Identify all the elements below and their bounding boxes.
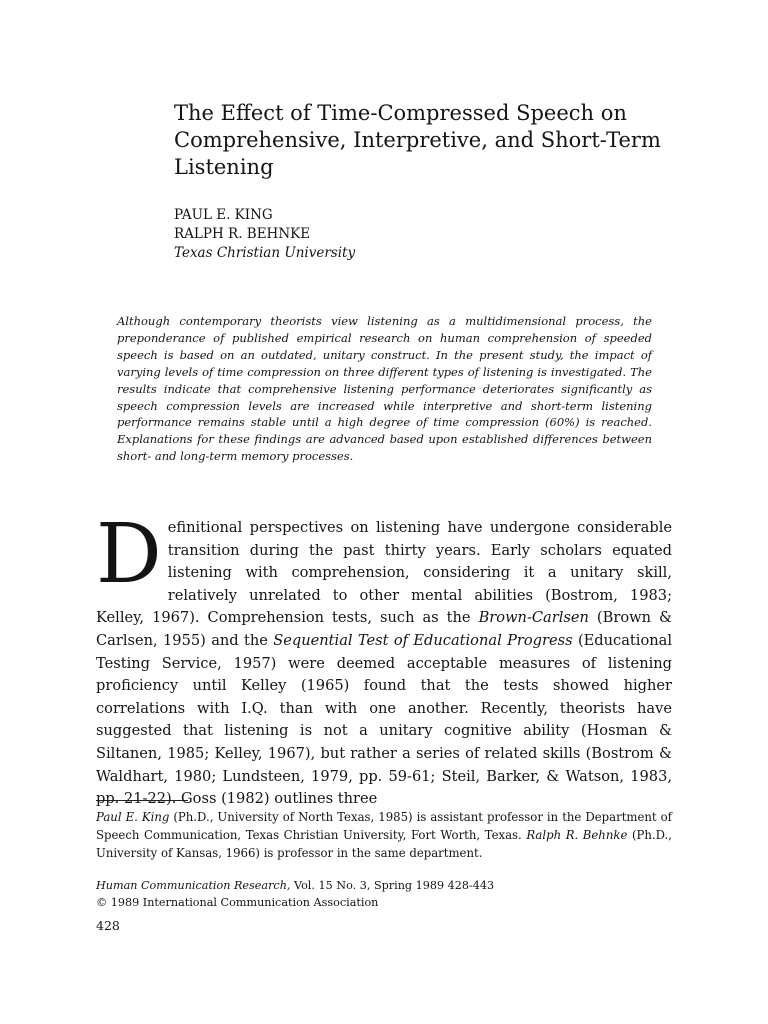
author-name: PAUL E. KING [174,207,273,223]
footnote-author-name: Ralph R. Behnke [526,828,628,842]
body-text-segment: efinitional perspectives on listening have undergone considerable transition during the past thirty years. Early scholars equated listening with comprehension, considering it a unitary skill, relatively unrelated to other mental abilities (Bostrom, 1983; Kelley, 1967). Comprehension tests, such as the [96,519,672,627]
author-name: RALPH R. BEHNKE [174,226,311,242]
page-number: 428 [96,918,120,933]
abstract: Although contemporary theorists view listening as a multidimensional process, the preponderance of published empirical research on human comprehension of speeded speech is based on an outdated, unitary construct. In the present study, the impact of varying levels of time compression on three different types of listening is investigated. The results indicate that comprehensive listening performance deteriorates significantly as speech compression levels are increased while interpretive and short-term listening performance remains stable until a high degree of time compression (60%) is reached. Explanations for these findings are advanced based upon established differences between short- and long-term memory processes. [117,314,652,464]
author-block [174,206,355,263]
test-name-brown-carlsen: Brown-Carlsen [478,609,589,627]
journal-name: Human Communication Research, [96,879,291,892]
drop-cap: D [96,507,162,602]
journal-citation [96,878,494,911]
footnote-author-name: Paul E. King [96,810,170,824]
body-paragraph [96,507,673,811]
journal-details: Vol. 15 No. 3, Spring 1989 428-443 [290,879,495,892]
article-title: The Effect of Time-Compressed Speech on Comprehensive, Interpretive, and Short-Term Listening [174,101,661,179]
footnote-text: (Ph.D., University of North Texas, 1985) is assistant professor in the Department of Speech Communication, Texas Christian University, Fort Worth, Texas. [96,810,672,842]
footnote-text: (Ph.D., University of Kansas, 1966) is professor in the same department. [96,828,672,860]
copyright-line: © 1989 International Communication Association [96,895,379,909]
body-text-segment: (Brown & Carlsen, 1955) and the [96,609,672,649]
test-name-sequential: Sequential Test of Educational Progress [273,631,573,649]
author-footnote [96,808,672,862]
body-text-segment: (Educational Testing Service, 1957) were deemed acceptable measures of listening proficiency until Kelley (1965) found that the tests showed higher correlations with I.Q. than with one another. Recently, theorists have suggested that listening is not a unitary cognitive ability (Hosman & Siltanen, 1985; Kelley, 1967), but rather a series of related skills (Bostrom & Waldhart, 1980; Lundsteen, 1979, pp. 59-61; Steil, Barker, & Watson, 1983, pp. 21-22). Goss (1982) outlines three [96,631,673,808]
author-affiliation: Texas Christian University [174,245,356,261]
footnote-divider [96,800,188,801]
